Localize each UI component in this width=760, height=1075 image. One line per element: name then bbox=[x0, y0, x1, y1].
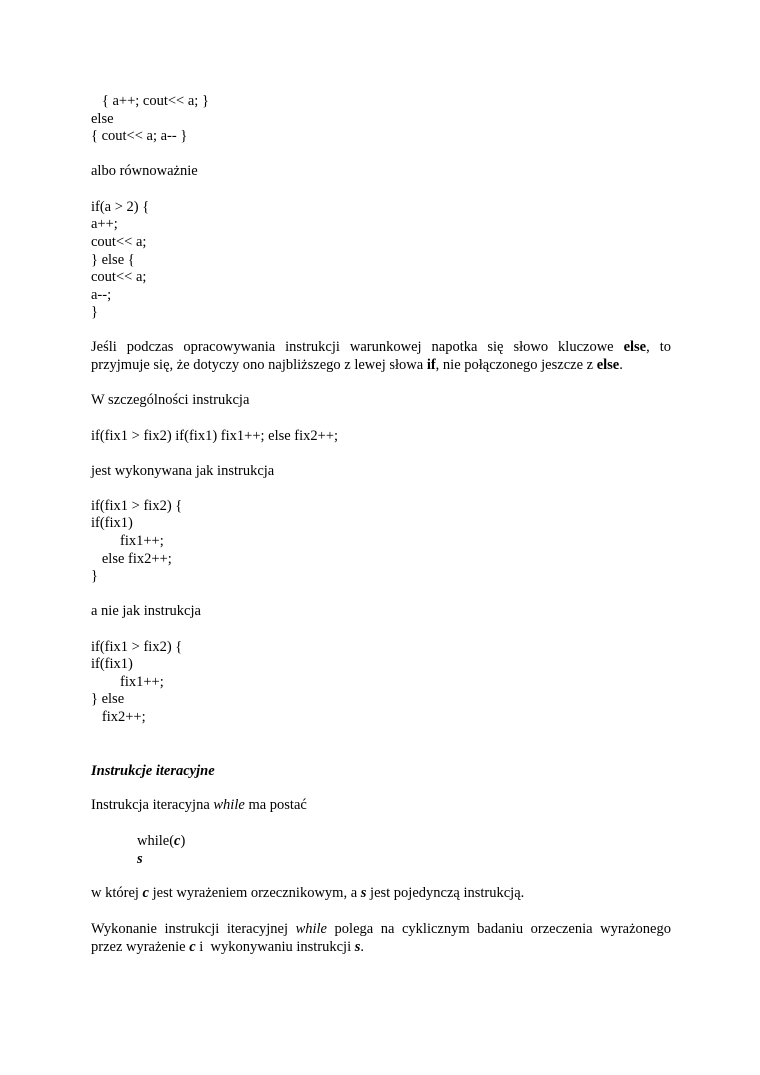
code-line: cout<< a; bbox=[91, 234, 147, 250]
code-line: cout<< a; bbox=[91, 269, 147, 285]
code-line: a++; bbox=[91, 216, 118, 232]
text-line: W szczególności instrukcja bbox=[91, 392, 250, 408]
while-syntax-line: s bbox=[137, 851, 143, 867]
code-line: } else { bbox=[91, 252, 135, 268]
code-line: fix1++; bbox=[91, 674, 164, 690]
code-line: if(fix1 > fix2) { bbox=[91, 639, 183, 655]
code-line: if(a > 2) { bbox=[91, 199, 150, 215]
code-line: } else bbox=[91, 691, 125, 707]
paragraph-line: przez wyrażenie c i wykonywaniu instrukcji s. bbox=[91, 939, 365, 955]
code-line: else fix2++; bbox=[91, 551, 172, 567]
while-syntax-line: while(c) bbox=[137, 833, 186, 849]
code-line: { cout<< a; a-- } bbox=[91, 128, 188, 144]
code-line: fix1++; bbox=[91, 533, 164, 549]
code-line: if(fix1) bbox=[91, 515, 133, 531]
text-line: a nie jak instrukcja bbox=[91, 603, 201, 619]
text-line: jest wykonywana jak instrukcja bbox=[91, 463, 275, 479]
paragraph-else-rule bbox=[91, 338, 671, 374]
section-heading: Instrukcje iteracyjne bbox=[91, 763, 215, 779]
code-line: if(fix1) bbox=[91, 656, 133, 672]
paragraph-line: Jeśli podczas opracowywania instrukcji warunkowej napotka się słowo kluczowe else, to bbox=[91, 339, 671, 355]
paragraph-line: Wykonanie instrukcji iteracyjnej while polega na cyklicznym badaniu orzeczenia wyrażonego bbox=[91, 921, 671, 937]
code-line: } bbox=[91, 568, 98, 584]
code-line: if(fix1 > fix2) if(fix1) fix1++; else fix2++; bbox=[91, 428, 339, 444]
code-line: fix2++; bbox=[91, 709, 146, 725]
while-intro: Instrukcja iteracyjna while ma postać bbox=[91, 797, 307, 813]
code-line: } bbox=[91, 304, 98, 320]
code-line: if(fix1 > fix2) { bbox=[91, 498, 183, 514]
code-line: { a++; cout<< a; } bbox=[91, 93, 209, 109]
where-text: w której c jest wyrażeniem orzecznikowym, a s jest pojedynczą instrukcją. bbox=[91, 885, 525, 901]
code-line: else bbox=[91, 111, 114, 127]
paragraph-while-execution bbox=[91, 920, 671, 956]
paragraph-line: przyjmuje się, że dotyczy ono najbliższego z lewej słowa if, nie połączonego jeszcze z else. bbox=[91, 357, 623, 373]
text-line: albo równoważnie bbox=[91, 163, 198, 179]
code-line: a--; bbox=[91, 287, 112, 303]
